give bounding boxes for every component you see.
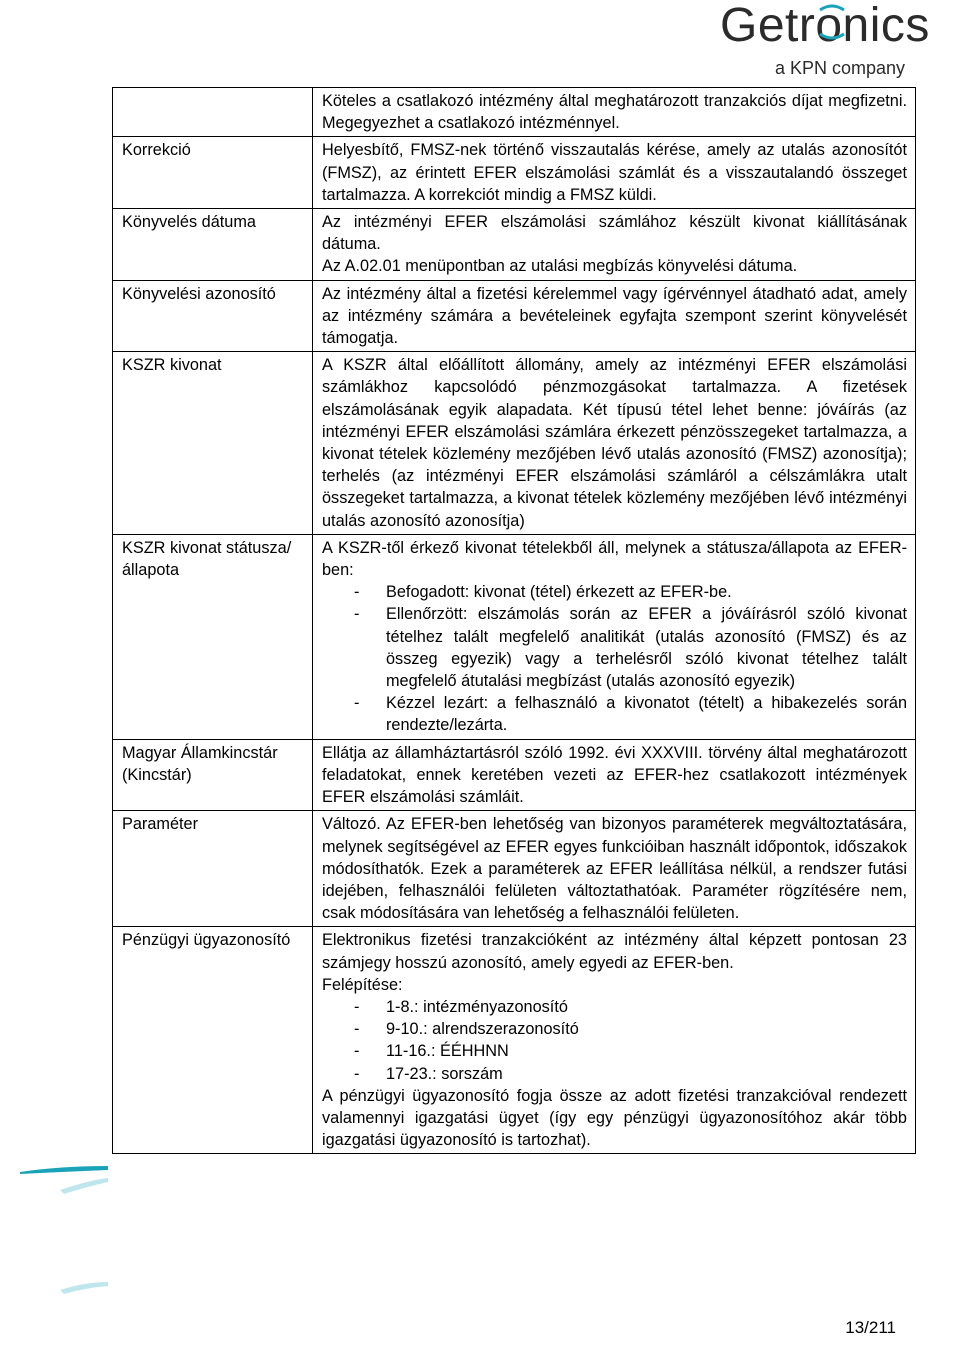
table-row xyxy=(113,534,916,739)
decorative-swoosh-icon xyxy=(0,1270,110,1360)
company-logo xyxy=(710,0,960,82)
list-item: - Befogadott: kivonat (tétel) érkezett az EFER-be. xyxy=(322,581,907,603)
logo-icon xyxy=(720,0,958,52)
table-row xyxy=(113,811,916,927)
list-item: - 1-8.: intézményazonosító xyxy=(322,996,907,1018)
table-row xyxy=(113,927,916,1154)
definition-cell xyxy=(313,927,916,1154)
table-row xyxy=(113,88,916,137)
definition-text: Elektronikus fizetési tranzakcióként az intézmény által képzett pontosan 23 számjegy hosszú azonosító, amely egyedi az EFER-ben. xyxy=(322,931,907,972)
definition-text: A KSZR-től érkező kivonat tételekből áll, melynek a státusza/állapota az EFER-ben: xyxy=(322,538,907,580)
definition-cell xyxy=(313,534,916,739)
term-cell: KSZR kivonat xyxy=(113,352,313,535)
term-cell: Könyvelés dátuma xyxy=(113,209,313,281)
list-item: - 9-10.: alrendszerazonosító xyxy=(322,1018,907,1040)
definition-text: A pénzügyi ügyazonosító fogja össze az adott fizetési tranzakcióval rendezett valamennyi igazgatási ügyet (így egy pénzügyi ügyazonosítóhoz akár több igazgatási ügyazonosító is tartozhat). xyxy=(322,1086,907,1150)
definition-cell xyxy=(313,352,916,535)
definition-text: Felépítése: xyxy=(322,975,403,994)
definition-cell xyxy=(313,137,916,209)
decorative-swoosh-icon xyxy=(0,1150,110,1240)
page-number: 13/211 xyxy=(845,1318,896,1337)
definition-text: Köteles a csatlakozó intézmény által meghatározott tranzakciós díjat megfizetni. Megegyezhet a csatlakozó intézménnyel. xyxy=(322,92,907,133)
list-item: - 17-23.: sorszám xyxy=(322,1063,907,1085)
definition-text: Ellátja az államháztartásról szóló 1992. évi XXXVIII. törvény által meghatározott feladatokat, ennek keretében vezeti az EFER-hez csatlakozott intézmények EFER elszámolási számláit. xyxy=(322,743,907,807)
term-cell: Könyvelési azonosító xyxy=(113,280,313,352)
term-cell: Pénzügyi ügyazonosító xyxy=(113,927,313,1154)
table-row xyxy=(113,352,916,535)
definition-cell xyxy=(313,88,916,137)
definition-cell xyxy=(313,811,916,927)
dash-list xyxy=(322,581,907,736)
table-row xyxy=(113,209,916,281)
term-cell: Korrekció xyxy=(113,137,313,209)
term-text: KSZR kivonat státusza/állapota xyxy=(122,538,292,580)
definition-text: Helyesbítő, FMSZ-nek történő visszautalás kérése, amely az utalás azonosítót (FMSZ), az érintett EFER elszámolási számlát és a visszautalandó összeget tartalmazza. A korrekciót mindig a FMSZ küldi. xyxy=(322,141,907,204)
definition-text: A KSZR által előállított állomány, amely az intézményi EFER elszámolási számlákhoz kapcsolódó pénzmozgásokat tartalmazza. A fizetések elszámolásának egyik alapadata. Két típusú tétel lehet benne: jóváírás (az intézményi EFER elszámolási számlára érkezett pénzösszegeket tartalmazza, a kivonat tételek közlemény mezőjében lévő utalás azonosító (FMSZ) azonosítja); terhelés (az intézményi EFER elszámolási számláról a célszámlákra utalt összegeket tartalmazza, a kivonat tételek közlemény mezőjében lévő intézményi utalás azonosító azonosítja) xyxy=(322,356,907,530)
term-cell xyxy=(113,534,313,739)
table-row xyxy=(113,137,916,209)
table-row xyxy=(113,739,916,811)
list-item: - 11-16.: ÉÉHHNN xyxy=(322,1040,907,1062)
definition-text: Az intézmény által a fizetési kérelemmel vagy ígérvénnyel átadható adat, amely az intézmény számára a bevételeinek egyfajta szempont szerint könyvelését támogatja. xyxy=(322,284,907,348)
definition-cell xyxy=(313,280,916,352)
glossary-table xyxy=(112,87,916,1154)
list-item: - Kézzel lezárt: a felhasználó a kivonatot (tételt) a hibakezelés során rendezte/lezárta. xyxy=(322,692,907,736)
term-cell xyxy=(113,88,313,137)
term-cell: Magyar Államkincstár (Kincstár) xyxy=(113,739,313,811)
table-row xyxy=(113,280,916,352)
definition-text: Változó. Az EFER-ben lehetőség van bizonyos paraméterek megváltoztatására, melynek segítségével az EFER egyes funkcióiban használt időpontok, időszakok módosíthatók. Ezek a paraméterek az EFER leállítása nélkül, a rendszer futási idejében, felhasználói felületen változtathatóak. Paraméter rögzítésére nem, csak módosítására van lehetőség a felhasználói felületen. xyxy=(322,815,907,923)
logo-wordmark-text: Getronics xyxy=(720,0,930,52)
term-cell: Paraméter xyxy=(113,811,313,927)
logo-wordmark xyxy=(720,0,958,52)
definition-text: Az A.02.01 menüpontban az utalási megbízás könyvelési dátuma. xyxy=(322,257,798,276)
definition-cell xyxy=(313,209,916,281)
definition-text: Az intézményi EFER elszámolási számlához készült kivonat kiállításának dátuma. xyxy=(322,213,907,254)
list-item: - Ellenőrzött: elszámolás során az EFER a jóváírásról szóló kivonat tételhez talált megfelelő analitikát (utalás azonosító (FMSZ) és az összeg egyezik) vagy a terhelésről szóló kivonat tételhez talált megfelelő átutalási megbízást (utalás azonosító egyezik) xyxy=(322,603,907,692)
logo-tagline: a KPN company xyxy=(774,58,905,78)
definition-cell xyxy=(313,739,916,811)
dash-list xyxy=(322,996,907,1085)
